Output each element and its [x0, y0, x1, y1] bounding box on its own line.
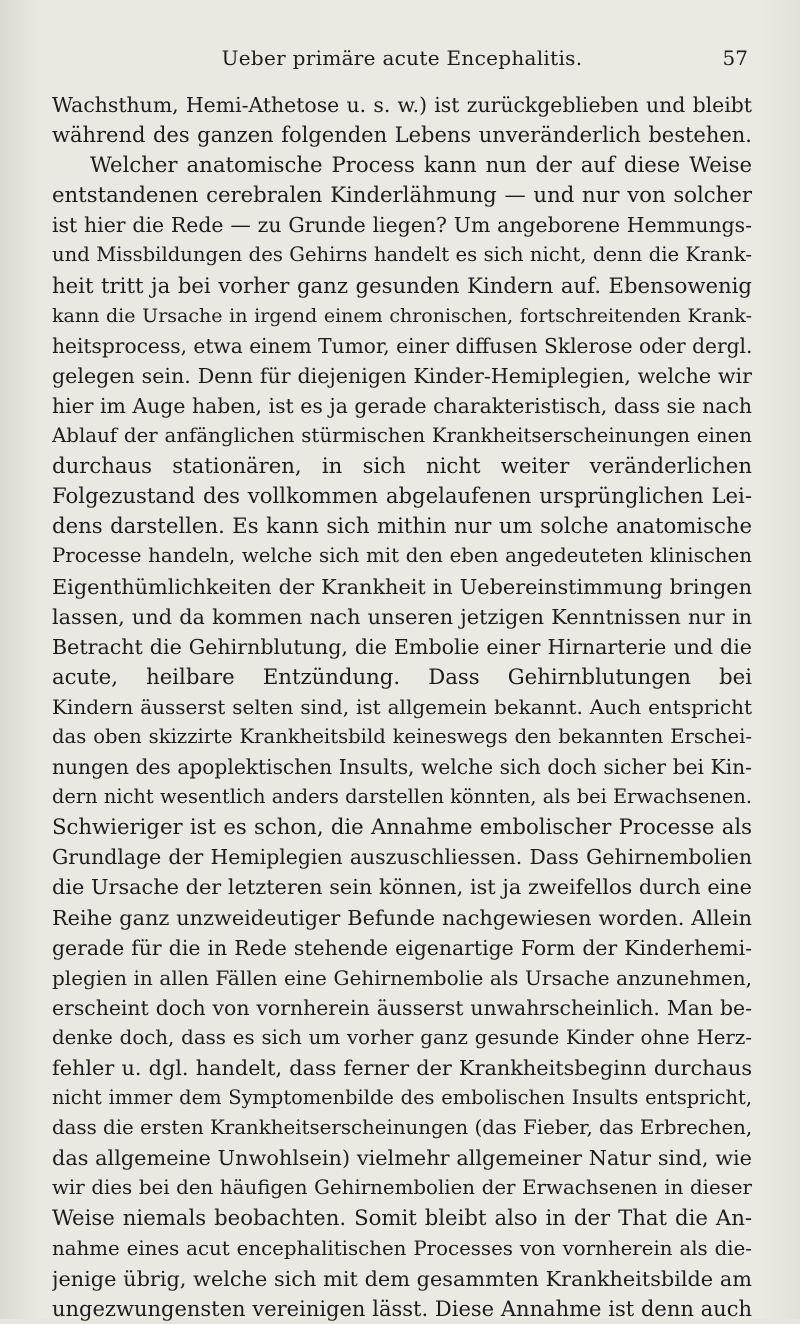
text-line: plegien in allen Fällen eine Gehirnembolie als Ursache anzunehmen,	[52, 965, 752, 990]
text-line: Reihe ganz unzweideutiger Befunde nachgewiesen worden. Allein	[52, 905, 752, 930]
text-line: nicht immer dem Symptomenbilde des embolischen Insults entspricht,	[52, 1086, 752, 1110]
text-line: ist hier die Rede — zu Grunde liegen? Um angeborene Hemmungs-	[52, 213, 752, 238]
text-line: lassen, und da kommen nach unseren jetzigen Kenntnissen nur in	[52, 604, 752, 629]
text-line: gerade für die in Rede stehende eigenartige Form der Kinderhemi-	[52, 935, 752, 960]
text-line: durchaus stationären, in sich nicht weiter veränderlichen	[52, 453, 752, 479]
text-line: Schwieriger ist es schon, die Annahme embolischer Processe als	[52, 814, 752, 840]
text-line: dass die ersten Krankheitserscheinungen (das Fieber, das Erbrechen,	[52, 1116, 752, 1140]
text-line: gelegen sein. Denn für diejenigen Kinder-Hemiplegien, welche wir	[52, 363, 752, 388]
page-header	[52, 46, 752, 72]
text-line: heit tritt ja bei vorher ganz gesunden Kindern auf. Ebensowenig	[52, 272, 752, 298]
text-line: heitsprocess, etwa einem Tumor, einer diffusen Sklerose oder dergl.	[52, 333, 752, 358]
body-text	[52, 90, 752, 1324]
text-line: entstandenen cerebralen Kinderlähmung — und nur von solcher	[52, 182, 752, 208]
text-line: acute, heilbare Entzündung. Dass Gehirnblutungen bei	[52, 663, 752, 689]
text-line: hier im Auge haben, ist es ja gerade charakteristisch, dass sie nach	[52, 393, 752, 418]
text-line: Betracht die Gehirnblutung, die Embolie einer Hirnarterie und die	[52, 634, 752, 659]
text-line: erscheint doch von vornherein äusserst unwahrscheinlich. Man be-	[52, 995, 752, 1020]
text-line: Ablauf der anfänglichen stürmischen Krankheitserscheinungen einen	[52, 424, 752, 448]
text-line: Eigenthümlichkeiten der Krankheit in Uebereinstimmung bringen	[52, 574, 752, 599]
text-line: denke doch, dass es sich um vorher ganz gesunde Kinder ohne Herz-	[52, 1025, 752, 1049]
text-line: Weise niemals beobachten. Somit bleibt also in der That die An-	[52, 1205, 752, 1231]
text-line: das allgemeine Unwohlsein) vielmehr allgemeiner Natur sind, wie	[52, 1146, 752, 1171]
page-number: 57	[722, 46, 748, 70]
text-line: dens darstellen. Es kann sich mithin nur um solche anatomische	[52, 513, 752, 539]
text-line: Welcher anatomische Process kann nun der auf diese Weise	[90, 152, 752, 178]
text-line: ungezwungensten vereinigen lässt. Diese Annahme ist denn auch	[52, 1296, 752, 1321]
text-line: dern nicht wesentlich anders darstellen könnten, als bei Erwachsenen.	[52, 785, 752, 809]
text-line: Folgezustand des vollkommen abgelaufenen ursprünglichen Lei-	[52, 483, 752, 509]
text-line: und Missbildungen des Gehirns handelt es sich nicht, denn die Krank-	[52, 243, 752, 267]
text-line: Kindern äusserst selten sind, ist allgemein bekannt. Auch entspricht	[52, 694, 752, 719]
text-line: nungen des apoplektischen Insults, welche sich doch sicher bei Kin-	[52, 755, 752, 780]
text-line: jenige übrig, welche sich mit dem gesammten Krankheitsbilde am	[52, 1266, 752, 1291]
text-line: Processe handeln, welche sich mit den eben angedeuteten klinischen	[52, 544, 752, 568]
running-title: Ueber primäre acute Encephalitis.	[221, 46, 583, 70]
text-line: kann die Ursache in irgend einem chronischen, fortschreitenden Krank-	[52, 304, 752, 327]
text-line: Wachsthum, Hemi-Athetose u. s. w.) ist zurückgeblieben und bleibt	[52, 93, 752, 117]
text-line: das oben skizzirte Krankheitsbild keineswegs den bekannten Erschei-	[52, 724, 752, 748]
text-line: während des ganzen folgenden Lebens unveränderlich bestehen.	[52, 123, 752, 148]
text-line: die Ursache der letzteren sein können, ist ja zweifellos durch eine	[52, 875, 752, 900]
text-line: wir dies bei den häufigen Gehirnembolien der Erwachsenen in dieser	[52, 1176, 752, 1200]
text-line: nahme eines acut encephalitischen Processes von vornherein als die-	[52, 1236, 752, 1260]
text-line: fehler u. dgl. handelt, dass ferner der Krankheitsbeginn durchaus	[52, 1056, 752, 1080]
text-line: Grundlage der Hemiplegien auszuschliessen. Dass Gehirnembolien	[52, 845, 752, 870]
